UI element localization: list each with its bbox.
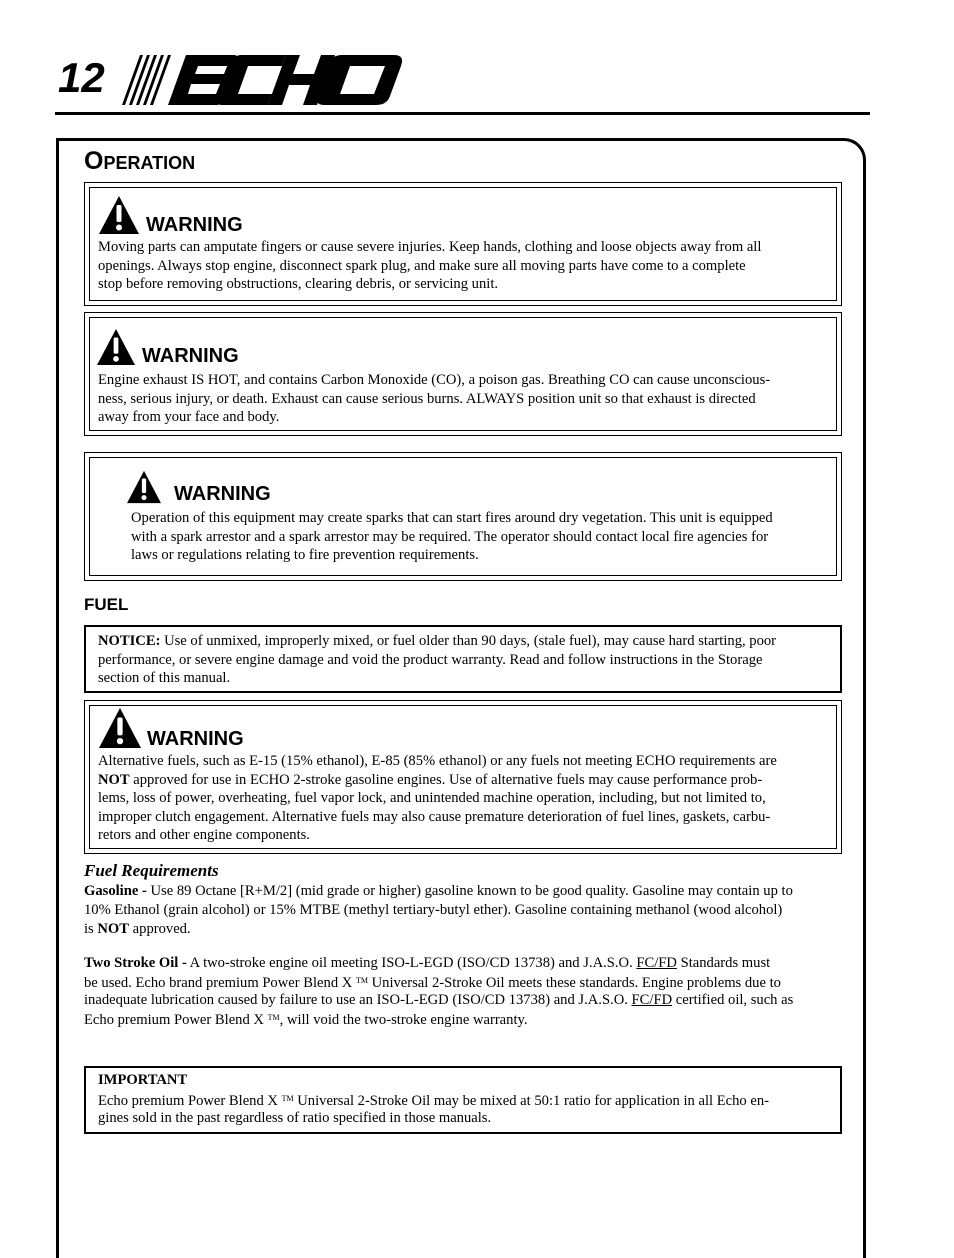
text-line [98,771,826,790]
section-title-initial: O [84,147,104,175]
warning-text [98,752,826,845]
fuel-heading: FUEL [84,595,129,614]
text-line: Engine exhaust IS HOT, and contains Carbon Monoxide (CO), a poison gas. Breathing CO can cause unconscious- [98,372,771,388]
text-line: Moving parts can amputate fingers or cause severe injuries. Keep hands, clothing and loose objects away from all [98,239,762,255]
text-line [84,882,842,901]
warning-heading [96,328,239,366]
text-line: section of this manual. [98,670,231,687]
text-line: retors and other engine components. [98,827,310,844]
important-text [98,1072,818,1128]
warning-label: WARNING [142,345,239,367]
header-rule [55,112,870,115]
two-stroke-oil-paragraph [84,955,842,1029]
text-line: gines sold in the past regardless of ratio specified in those manuals. [98,1110,492,1126]
text-span: , will void the two-stroke engine warranty. [279,1012,528,1028]
warning-text [98,238,826,294]
fcfd-underlined: FC/FD [631,992,673,1008]
two-stroke-label: Two Stroke Oil - [84,955,187,971]
text-line: ness, serious injury, or death. Exhaust can cause serious burns. ALWAYS position unit so that exhaust is directed [98,390,756,407]
warning-text [131,509,821,565]
text-line [84,955,842,972]
notice-text [98,632,826,688]
trademark-mark: TM [355,976,368,985]
warning-triangle-icon [126,470,162,504]
text-span: Universal 2-Stroke Oil may be mixed at 50:1 ratio for application in all Echo en- [293,1092,769,1109]
bold-not: NOT [97,920,130,937]
text-line [84,920,842,939]
warning-heading [97,707,244,749]
warning-triangle-icon [96,328,136,366]
text-line: away from your face and body. [98,409,280,426]
trademark-mark: TM [267,1013,280,1022]
text-line [98,1090,818,1111]
text-span: A two-stroke engine oil meeting ISO-L-EGD (ISO/CD 13738) and J.A.S.O. [186,955,637,971]
warning-label: WARNING [147,728,244,750]
text-span: Echo premium Power Blend X [84,1012,268,1028]
warning-heading [98,195,243,235]
notice-label: NOTICE: [98,633,161,649]
fcfd-underlined: FC/FD [636,955,677,971]
text-span: is [84,920,98,937]
text-line: with a spark arrestor and a spark arrestor may be required. The operator should contact local fire agencies for [131,528,769,545]
text-line: laws or regulations relating to fire prevention requirements. [131,547,479,564]
text-span: Universal 2-Stroke Oil meets these standards. Engine problems due to [367,975,781,991]
text-line: stop before removing obstructions, clearing debris, or servicing unit. [98,276,499,293]
text-line [98,632,826,651]
trademark-mark: TM [281,1093,294,1103]
text-line: lems, loss of power, overheating, fuel vapor lock, and unintended machine operation, including, but not limited to, [98,790,766,807]
warning-label: WARNING [146,214,243,236]
page-header [58,50,870,116]
text-line: 10% Ethanol (grain alcohol) or 15% MTBE (methyl tertiary-butyl ether). Gasoline containing methanol (wood alcohol) [84,901,783,918]
text-span: Use of unmixed, improperly mixed, or fuel older than 90 days, (stale fuel), may cause hard starting, poor [160,633,777,649]
text-line: Alternative fuels, such as E-15 (15% ethanol), E-85 (85% ethanol) or any fuels not meeting ECHO requirements are [98,753,777,769]
text-span: approved. [129,920,191,937]
echo-logo [118,52,410,108]
text-line [84,992,842,1009]
text-line: improper clutch engagement. Alternative fuels may also cause premature deterioration of fuel lines, gaskets, carbu- [98,808,771,825]
text-line [84,1009,842,1029]
registered-trademark: ® [340,95,347,105]
text-span: approved for use in ECHO 2-stroke gasoline engines. Use of alternative fuels may cause performance prob- [129,771,763,788]
text-line [98,1072,818,1090]
text-span: Use 89 Octane [R+M/2] (mid grade or higher) gasoline known to be good quality. Gasoline may contain up to [146,883,793,899]
warning-text [98,371,826,427]
text-line: performance, or severe engine damage and void the product warranty. Read and follow instructions in the Storage [98,651,763,668]
warning-heading [126,470,271,504]
gasoline-label: Gasoline - [84,883,147,899]
important-label: IMPORTANT [98,1072,188,1088]
text-line: openings. Always stop engine, disconnect spark plug, and make sure all moving parts have come to a complete [98,257,746,274]
text-span: be used. Echo brand premium Power Blend X [84,975,356,991]
text-span: Standards must [676,955,771,971]
text-span: certified oil, such as [672,992,794,1008]
section-title [84,146,195,180]
text-line [84,972,842,992]
warning-triangle-icon [98,195,140,235]
text-line: Operation of this equipment may create sparks that can start fires around dry vegetation. This unit is equipped [131,510,773,526]
bold-not: NOT [98,771,130,788]
text-span: Echo premium Power Blend X [98,1092,282,1109]
gasoline-paragraph [84,882,842,938]
warning-triangle-icon [97,707,143,749]
section-title-rest: PERATION [103,153,196,173]
fuel-requirements-title: Fuel Requirements [84,861,219,880]
warning-label: WARNING [174,483,271,505]
page-number: 12 [58,54,105,101]
text-span: inadequate lubrication caused by failure to use an ISO-L-EGD (ISO/CD 13738) and J.A.S.O. [84,992,632,1008]
